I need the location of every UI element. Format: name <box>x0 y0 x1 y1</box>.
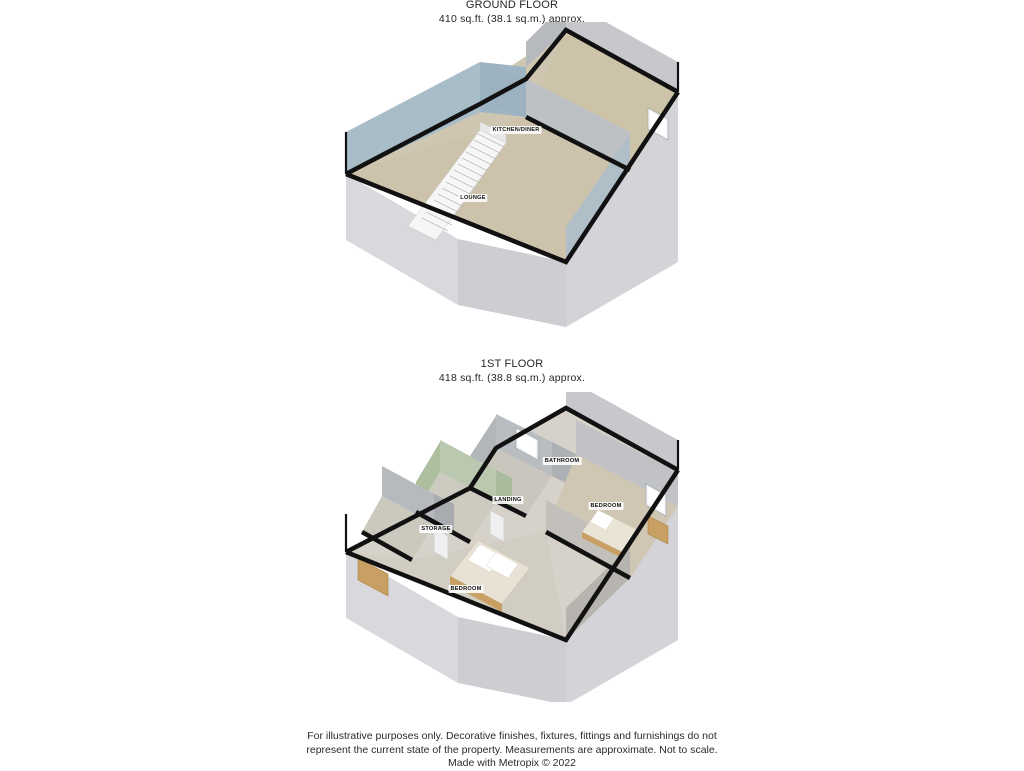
disclaimer-footer <box>0 730 1024 771</box>
disclaimer-line-1: For illustrative purposes only. Decorative finishes, fixtures, fittings and furnishings do not <box>307 730 717 742</box>
room-label-storage: STORAGE <box>421 526 451 532</box>
room-label-lounge: LOUNGE <box>460 195 486 201</box>
room-label-landing: LANDING <box>494 497 522 503</box>
ground-floor-title-text: GROUND FLOOR <box>465 0 559 11</box>
first-floor-title <box>0 358 1024 384</box>
first-floor-plan <box>330 392 700 702</box>
ground-floor-plan <box>330 22 700 342</box>
room-label-kitchen-diner: KITCHEN/DINER <box>492 127 540 133</box>
ground-floor-drawing <box>330 22 700 342</box>
first-floor-title-text: 1ST FLOOR <box>480 358 544 370</box>
first-floor-area: 418 sq.ft. (38.8 sq.m.) approx. <box>438 371 586 384</box>
room-label-bedroom-rear: BEDROOM <box>590 503 622 509</box>
first-floor-drawing <box>330 392 700 702</box>
room-label-bathroom: BATHROOM <box>544 458 580 464</box>
ground-floor-area: 410 sq.ft. (38.1 sq.m.) approx. <box>438 12 586 25</box>
disclaimer-line-2: represent the current state of the property. Measurements are approximate. Not to scale. <box>306 743 718 756</box>
credit-line: Made with Metropix © 2022 <box>448 757 576 769</box>
room-label-bedroom-front: BEDROOM <box>450 586 482 592</box>
